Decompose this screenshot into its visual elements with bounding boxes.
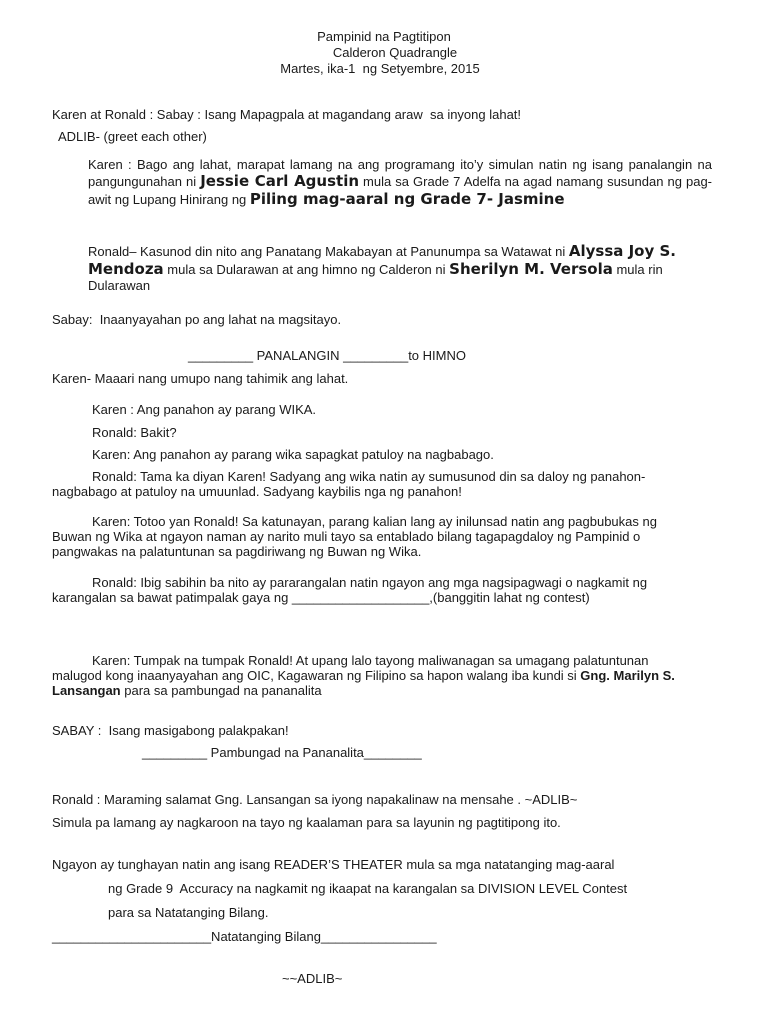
name-highlight: Sherilyn M. Versola bbox=[449, 260, 613, 278]
script-paragraph-dialogue: Ronald: Tama ka diyan Karen! Sadyang ang wika natin ay sumusunod din sa daloy ng panahon- nagbabago at patuloy na umuunlad. Sadyang kaybilis nga ng panahon! bbox=[52, 469, 646, 499]
script-paragraph-dialogue: Karen: Totoo yan Ronald! Sa katunayan, parang kalian lang ay inilunsad natin ang pagbubukas ng Buwan ng Wika at ngayon naman ay narito muli tayo sa entablado bilang tagapagdaloy ng Pampinid o pangwakas na palatuntunan sa pagdiriwang ng Buwan ng Wika. bbox=[52, 514, 657, 559]
document-date: Martes, ika-1 ng Setyembre, 2015 bbox=[280, 61, 480, 76]
segment-divider-opening-remarks: _________ Pambungad na Pananalita________ bbox=[142, 745, 422, 760]
segment-divider-prayer: _________ PANALANGIN _________to HIMNO bbox=[188, 348, 466, 363]
name-highlight: Piling mag-aaral ng Grade 7- Jasmine bbox=[249, 190, 565, 208]
script-paragraph-opening: Karen : Bago ang lahat, marapat lamang na ang programang ito’y simulan natin ng isang panalangin na pangungunahan ni Jessie Carl Agustin mula sa Grade 7 Adelfa na agad namang susundan ng pag-awit ng Lupang Hinirang ng Piling mag-aaral ng Grade 7- Jasmine bbox=[88, 157, 713, 208]
name-highlight: Gng. Marilyn S. Lansangan bbox=[52, 668, 675, 698]
script-line-thanks: Simula pa lamang ay nagkaroon na tayo ng kaalaman para sa layunin ng pagtitipong ito. bbox=[52, 815, 561, 830]
script-line-readers-theater: Ngayon ay tunghayan natin ang isang READER’S THEATER mula sa mga natatanging mag-aaral bbox=[52, 857, 615, 872]
script-line-readers-theater: para sa Natatanging Bilang. bbox=[108, 905, 269, 920]
script-paragraph-dialogue: Ronald: Ibig sabihin ba nito ay pararangalan natin ngayon ang mga nagsipagwagi o nagkamit ng karangalan sa bawat patimpalak gaya ng ___________________,(banggitin lahat ng contest) bbox=[52, 575, 648, 605]
script-line-adlib-end: ~~ADLIB~ bbox=[282, 971, 343, 986]
script-line-thanks: Ronald : Maraming salamat Gng. Lansangan sa iyong napakalinaw na mensahe . ~ADLIB~ bbox=[52, 792, 578, 807]
script-line-sit: Karen- Maaari nang umupo nang tahimik ang lahat. bbox=[52, 371, 349, 386]
segment-divider-special-number: ______________________Natatanging Bilang________________ bbox=[52, 929, 437, 944]
document-venue: Calderon Quadrangle bbox=[332, 45, 458, 60]
script-line-stand: Sabay: Inaanyayahan po ang lahat na magsitayo. bbox=[52, 312, 342, 327]
document-title: Pampinid na Pagtitipon bbox=[317, 29, 451, 44]
script-line-dialogue: Ronald: Bakit? bbox=[92, 425, 177, 440]
script-paragraph-pledge: Ronald– Kasunod din nito ang Panatang Makabayan at Panunumpa sa Watawat ni Alyssa Joy S. Mendoza mula sa Dularawan at ang himno ng Calderon ni Sherilyn M. Versola mula rin Dularawan bbox=[88, 242, 676, 293]
name-highlight: Alyssa Joy S. Mendoza bbox=[88, 242, 676, 278]
script-line-adlib: ADLIB- (greet each other) bbox=[58, 129, 207, 144]
script-line-greeting: Karen at Ronald : Sabay : Isang Mapagpala at magandang araw sa inyong lahat! bbox=[52, 107, 522, 122]
script-line-readers-theater: ng Grade 9 Accuracy na nagkamit ng ikaapat na karangalan sa DIVISION LEVEL Contest bbox=[108, 881, 628, 896]
script-line-dialogue: Karen : Ang panahon ay parang WIKA. bbox=[92, 402, 317, 417]
script-line-dialogue: Karen: Ang panahon ay parang wika sapagkat patuloy na nagbabago. bbox=[92, 447, 494, 462]
script-line-applause: SABAY : Isang masigabong palakpakan! bbox=[52, 723, 289, 738]
script-paragraph-introduction: Karen: Tumpak na tumpak Ronald! At upang lalo tayong maliwanagan sa umagang palatuntunan malugod kong inaanyayahan ang OIC, Kagawaran ng Filipino sa hapon walang iba kundi si Gng. Marilyn S. Lansangan para sa pambungad na pananalita bbox=[52, 653, 675, 698]
name-highlight: Jessie Carl Agustin bbox=[200, 172, 360, 190]
